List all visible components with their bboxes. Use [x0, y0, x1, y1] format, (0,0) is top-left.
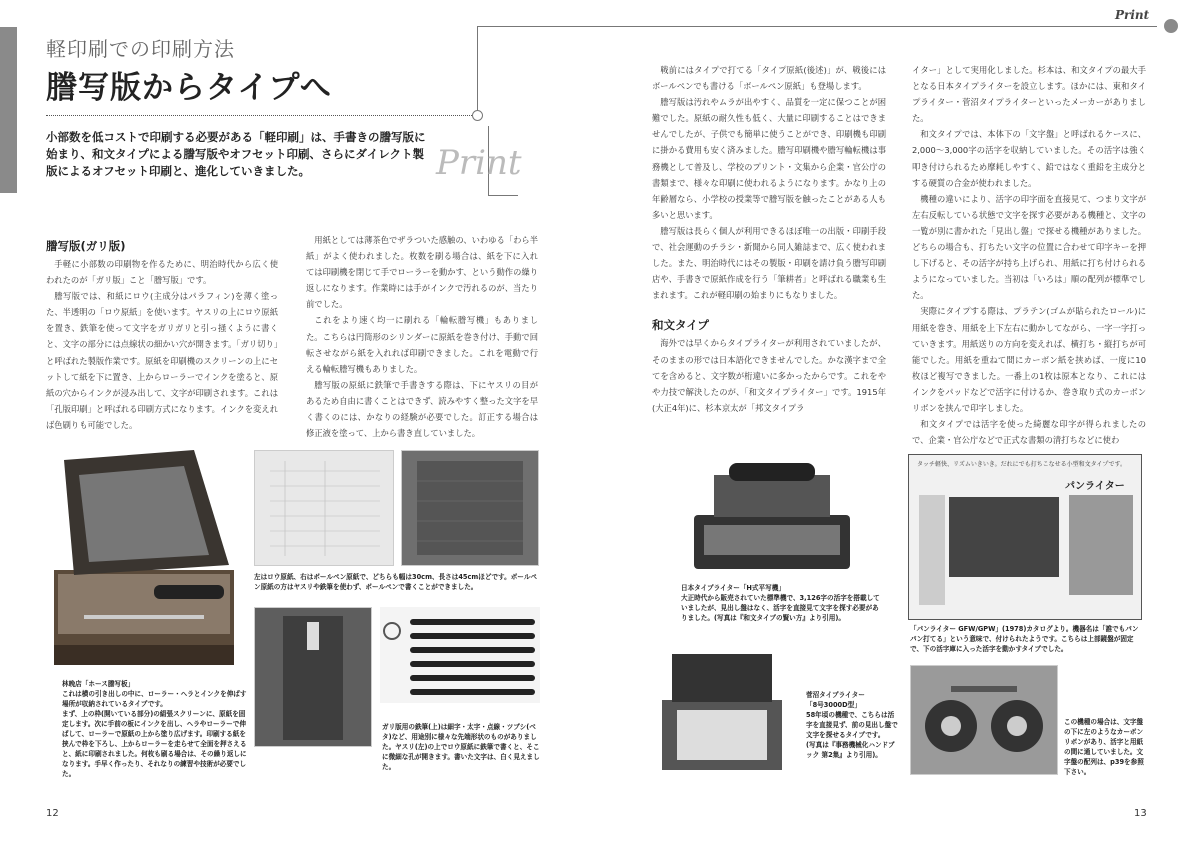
- paragraph: 実際にタイプする際は、プラテン(ゴムが貼られたロール)に用紙を巻き、用紙を上下左右に動かしてながら、一字一字打っていきます。用紙送りの方向を変えれば、横打ち・縦打ちが可能でした。用紙を重ねて間にカーボン紙を挟めば、一度に10枚ほど複写できました。一番上の1枚は原本となり、これにはインクをパッドなどで活字に付けるか、巻き取り式のカーボンリボンを挟んで印字しました。: [912, 306, 1146, 413]
- page-title: 謄写版からタイプへ: [46, 70, 332, 106]
- paragraph: 謄写版は長らく個人が利用できるほぼ唯一の出版・印刷手段で、社会運動のチラシ・新聞から同人雑誌まで、広く使われました。また、明治時代にはその製版・印刷を請け負う謄写印刷店や、手書きで原紙作成を行う「筆耕者」と呼ばれる職業も生まれます。これが軽印刷の始まりにもなりました。: [652, 225, 886, 301]
- catalog-headline: タッチ軽快、リズムいきいき。だれにでも打ちこなせる小型和文タイプです。: [917, 461, 1127, 468]
- section-tab: [0, 27, 17, 193]
- header-rule-dot: [1164, 19, 1178, 33]
- page-number-left: 12: [46, 808, 59, 819]
- paragraph: 和文タイプでは活字を使った綺麗な印字が得られましたので、企業・官公庁などで正式な書類の清打ちなどに使わ: [912, 419, 1146, 446]
- ballpoint-stencil-photo: [401, 450, 539, 566]
- stylus-photo: [380, 607, 540, 703]
- caption-stylus: ガリ版用の鉄筆(上)は細字・太字・点線・ツブシ(ベタ)など、用途別に様々な先端形状のものがありました。ヤスリ(左)の上でロウ原紙に鉄筆で書くと、そこに微細な孔が開きます。書いた文字は、白く見えました。: [382, 723, 540, 771]
- print-decor: Print: [436, 143, 522, 183]
- title-rule-dot: [472, 110, 483, 121]
- section-heading: 謄写版(ガリ版): [46, 239, 126, 253]
- column-3: [652, 62, 886, 416]
- caption-ribbon: この機種の場合は、文字盤の下に左のようなカーボンリボンがあり、活字と用紙の間に通していました。文字盤の配列は、p39を参照下さい。: [1064, 718, 1144, 776]
- print-rule-horizontal: [488, 195, 518, 196]
- mimeograph-photo: [44, 450, 240, 674]
- h-type-photo: [674, 455, 870, 579]
- caption-panwriter: 「パンライター GFW/GPW」(1978)カタログより。機器名は「誰でもパンパン打てる」という意味で、付けられたようです。こちらは上部鏡盤が固定で、下の活字庫に入った活字を動かすタイプでした。: [910, 625, 1139, 653]
- caption-stencil: 左はロウ原紙、右はボールペン原紙で、どちらも幅は30cm、長さは45cmほどです。ボールペン原紙の方はヤスリや鉄筆を使わず、ボールペンで書くことができました。: [254, 573, 537, 591]
- paragraph: 海外では早くからタイプライターが利用されていましたが、そのままの形では日本語化できませんでした。かな漢字まで全てを含めると、文字数が桁違いに多かったからです。これをやや力技で解決したのが、「和文タイプライター」です。1915年(大正4年)に、杉本京太が「邦文タイプラ: [652, 338, 886, 413]
- section-heading: 和文タイプ: [652, 318, 709, 333]
- paragraph: 手軽に小部数の印刷物を作るために、明治時代から広く使われたのが「ガリ版」こと「謄写版」です。: [46, 259, 278, 286]
- paragraph: 用紙としては薄茶色でザラついた感触の、いわゆる「わら半紙」がよく使われました。枚数を刷る場合は、紙を下に入れては印刷機を閉じて手でローラーを動かす、という動作の繰り返しになります。作業時には手がインクで汚れるのが、当たり前でした。: [306, 235, 538, 310]
- running-head: Print: [1115, 8, 1150, 22]
- column-4: [912, 62, 1146, 448]
- title-dotted-rule: [46, 115, 474, 116]
- paragraph: 戦前にはタイプで打てる「タイプ原紙(後述)」が、戦後にはボールペンでも書ける「ボールペン原紙」も登場します。: [652, 65, 886, 92]
- paragraph: これをより速く均一に刷れる「輪転謄写機」もありました。こちらは円筒形のシリンダーに原紙を巻き付け、手動で回転させながら紙を入れれば印刷できました。これを電動で行える輪転謄写機もありました。: [306, 315, 538, 374]
- wax-stencil-photo: [254, 450, 394, 566]
- ribbon-photo: [910, 665, 1058, 775]
- catalog-brand: パンライター: [1065, 481, 1125, 492]
- header-rule: [477, 26, 1157, 27]
- column-2: [306, 232, 538, 441]
- paragraph: 謄写版は汚れやムラが出やすく、品質を一定に保つことが困難でした。原紙の耐久性も低く、大量に印刷することはできませんでしたが、子供でも簡単に使うことができ、印刷機も印刷に掛かる費用も安く済みました。謄写印刷機や謄写輪転機は事務機として普及し、学校のプリント・文集から企業・官公庁の書類まで、様々な印刷に使われるようになります。かなり上の年齢層なら、小学校の授業等で謄写版を触ったことがある人も多いと思います。: [652, 97, 886, 220]
- caption-mimeograph: 林晚店「ホース謄写板」 これは横の引き出しの中に、ローラー・ヘラとインクを伸ばす場所が収納されているタイプです。 まず、上の枠(開いている部分)の絹張スクリーンに、原紙を固定します。次に手前の板にインクを出し、ヘラやローラーで伸ばして、ローラーで原紙の上から塗り広げます。印刷する紙を挟んで枠を下ろし、上からローラーを走らせて全面を押さえると、紙に印刷されました。何枚も刷る場合は、その繰り返しになります。手早く作ったり、それなりの練習や技術が必要でした。: [62, 680, 247, 778]
- caption-h-type: 日本タイプライター「H式平写機」 大正時代から販売されていた標準機で、3,126字の活字を搭載していましたが、見出し盤はなく、活字を直接見て文字を探す必要がありました。(写真は『和文タイプの賢い方』より引用)。: [681, 584, 880, 622]
- sugenuma-photo: [652, 640, 792, 774]
- paragraph: 謄写版の原紙に鉄筆で手書きする際は、下にヤスリの目があるため自由に書くことはできず、読みやすく整った文字を早く書くのには、かなりの経験が必要でした。訂正する場合は修正液を塗って、上から書き直していました。: [306, 379, 538, 439]
- paragraph: 謄写版では、和紙にロウ(主成分はパラフィン)を薄く塗った、半透明の「ロウ原紙」を使います。ヤスリの上にロウ原紙を置き、鉄筆を使って文字をガリガリと引っ掻くように書くと、文字の部分には点線状の細かい穴が開きます。「ガリ切り」と呼ばれた製版作業です。原紙を印刷機のスクリーンの上にセットして紙を下に置き、上からローラーでインクを塗ると、原紙の穴からインクが浸み出して、文字が印刷されます。これは「孔版印刷」と呼ばれる印刷方式になります。インクを変えれば色刷りも可能でした。: [46, 291, 278, 430]
- catalog-photo: [908, 454, 1142, 620]
- column-1: [46, 236, 278, 433]
- lead-text: 小部数を低コストで印刷する必要がある「軽印刷」は、手書きの謄写版に始まり、和文タイプによる謄写版やオフセット印刷、さらにダイレクト製版によるオフセット印刷と、進化していきました。: [46, 130, 426, 178]
- paragraph: イター」として実用化しました。杉本は、和文タイプの最大手となる日本タイプライターを設立します。ほかには、東和タイプライター・菅沼タイプライターといったメーカーがありました。: [912, 65, 1146, 124]
- file-photo: [254, 607, 372, 747]
- header-rule-vertical: [477, 26, 478, 114]
- paragraph: 機種の違いにより、活字の印字面を直接見て、つまり文字が左右反転している状態で文字を探す必要がある機種と、文字の一覧が別に書かれた「見出し盤」で探せる機種がありました。どちらの場合も、打ちたい文字の位置に合わせて印字キーを押し下げると、その活字が持ち上げられ、用紙に打ち付けられるようになっていました。当初は「いろは」順の配列が標準でした。: [912, 193, 1146, 301]
- caption-sugenuma: 菅沼タイプライター 「8号3000D型」 58年頃の機種で、こちらは活字を直接見ず、前の見出し盤で文字を探せるタイプです。 (写真は『事務機械化ハンドブック 第2集』より引用)。: [806, 691, 898, 759]
- kicker: 軽印刷での印刷方法: [46, 37, 235, 61]
- page-number-right: 13: [1134, 808, 1147, 819]
- paragraph: 和文タイプでは、本体下の「文字盤」と呼ばれるケースに、2,000〜3,000字の活字を収納していました。その活字は強く叩き付けられるため摩耗しやすく、鉛ではなく重鉛を主成分とする硬質の合金が使われました。: [912, 129, 1146, 188]
